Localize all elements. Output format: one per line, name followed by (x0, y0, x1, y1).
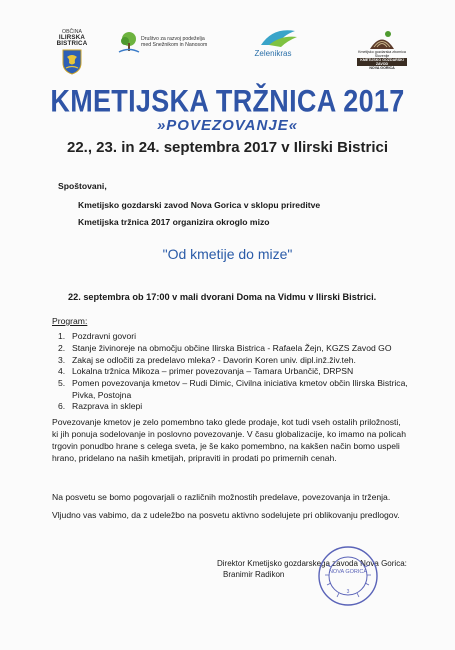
event-subtitle: »POVEZOVANJE« (156, 117, 299, 134)
program-item-text: Zakaj se odločiti za predelavo mleka? - Davorin Koren univ. dipl.inž.živ.teh. (72, 354, 356, 365)
municipality-line2: ILIRSKA (58, 34, 86, 41)
program-item-text: Razprava in sklepi (72, 401, 143, 412)
greeting: Spoštovani, (58, 181, 107, 191)
body-paragraph-2: Na posvetu se bomo pogovarjali o različnih možnostih predelave, povezovanja in trženja. (52, 492, 391, 502)
coat-of-arms-icon (62, 49, 82, 75)
program-item-number: 4. (58, 366, 66, 377)
body-paragraph-3: Vljudno vas vabimo, da z udeležbo na posvetu aktivno sodelujete pri oblikovanju predlogov. (52, 510, 400, 520)
event-title: KMETIJSKA TRŽNICA 2017 (50, 84, 405, 119)
society-line1: Društvo za razvoj podeželja (141, 36, 205, 42)
program-item (58, 355, 418, 366)
zelenikras-logo (243, 35, 303, 58)
society-line2: med Snežnikom in Nanosom (141, 42, 208, 48)
signature-title: Direktor Kmetijsko gozdarskega zavoda Nova Gorica: (217, 559, 407, 568)
program-item (58, 378, 418, 401)
field-icon (369, 30, 395, 50)
program-item-number: 2. (58, 342, 66, 353)
body-paragraph-1: Povezovanje kmetov je zelo pomembno tako glede prodaje, kot tudi vseh ostalih priložnosti, ki jih ponuja sodelovanje in poslovno povezovanje. V času globalizacije, ko imamo na policah trgovin ponudbo hrane s celega sveta, je še kako pomembno, na kakšen način bomo uspeli hrano, pridelano na naših kmetijah, pripraviti in prodati po primernih cenah. (52, 417, 406, 463)
intro-line1: Kmetijsko gozdarski zavod Nova Gorica v sklopu prireditve (78, 200, 321, 210)
event-dates: 22., 23. in 24. septembra 2017 v Ilirski Bistrici (66, 139, 388, 156)
tree-icon (117, 30, 141, 54)
program-item-number: 5. (58, 378, 66, 389)
program-list (58, 331, 418, 413)
municipality-line3: BISTRICA (56, 40, 88, 47)
stamp-number: 3 (346, 589, 350, 595)
institute-line1: Kmetijsko gozdarska zbornica Slovenije (358, 50, 406, 58)
program-item-text: Lokalna tržnica Mikoza – primer povezovanja – Tamara Urbančič, DRPSN (72, 366, 354, 377)
program-item-number: 3. (58, 354, 66, 365)
program-heading: Program: (52, 316, 88, 326)
stamp-icon (317, 545, 379, 607)
program-item (58, 331, 418, 342)
program-item-number: 6. (58, 401, 66, 412)
program-item-text: Pozdravni govori (72, 331, 137, 341)
signature-name: Branimir Radikon (223, 570, 285, 579)
program-item-text: Stanje živinoreje na območju občine Ilirska Bistrica - Rafaela Žejn, KGZS Zavod GO (72, 342, 392, 353)
society-logo (117, 30, 141, 59)
municipality-line1: OBČINA (62, 29, 82, 35)
institute-line2: KMETIJSKO GOZDARSKI ZAVOD (357, 58, 407, 66)
zelenikras-name: Zelenikras (254, 49, 292, 58)
intro-line2: Kmetijska tržnica 2017 organizira okroglo mizo (78, 217, 270, 227)
stamp-center-text: NOVA GORICA (328, 569, 368, 575)
institute-line3: NOVA GORICA (369, 66, 395, 70)
society-name (141, 36, 231, 48)
event-time-place: 22. septembra ob 17:00 v mali dvorani Doma na Vidmu v Ilirski Bistrici. (68, 292, 377, 302)
program-item (58, 401, 418, 412)
program-item (58, 366, 418, 377)
program-item-text: Pomen povezovanja kmetov – Rudi Dimic, Civilna iniciativa kmetov občin Ilirska Bistrica, Pivka, Postojna (72, 378, 408, 400)
program-item (58, 343, 418, 354)
institute-logo (357, 30, 407, 70)
program-item-number: 1. (58, 331, 66, 341)
leaf-icon (243, 27, 303, 49)
municipality-logo (52, 29, 92, 75)
round-table-motto: "Od kmetije do mize" (162, 246, 293, 262)
official-stamp (317, 545, 379, 607)
